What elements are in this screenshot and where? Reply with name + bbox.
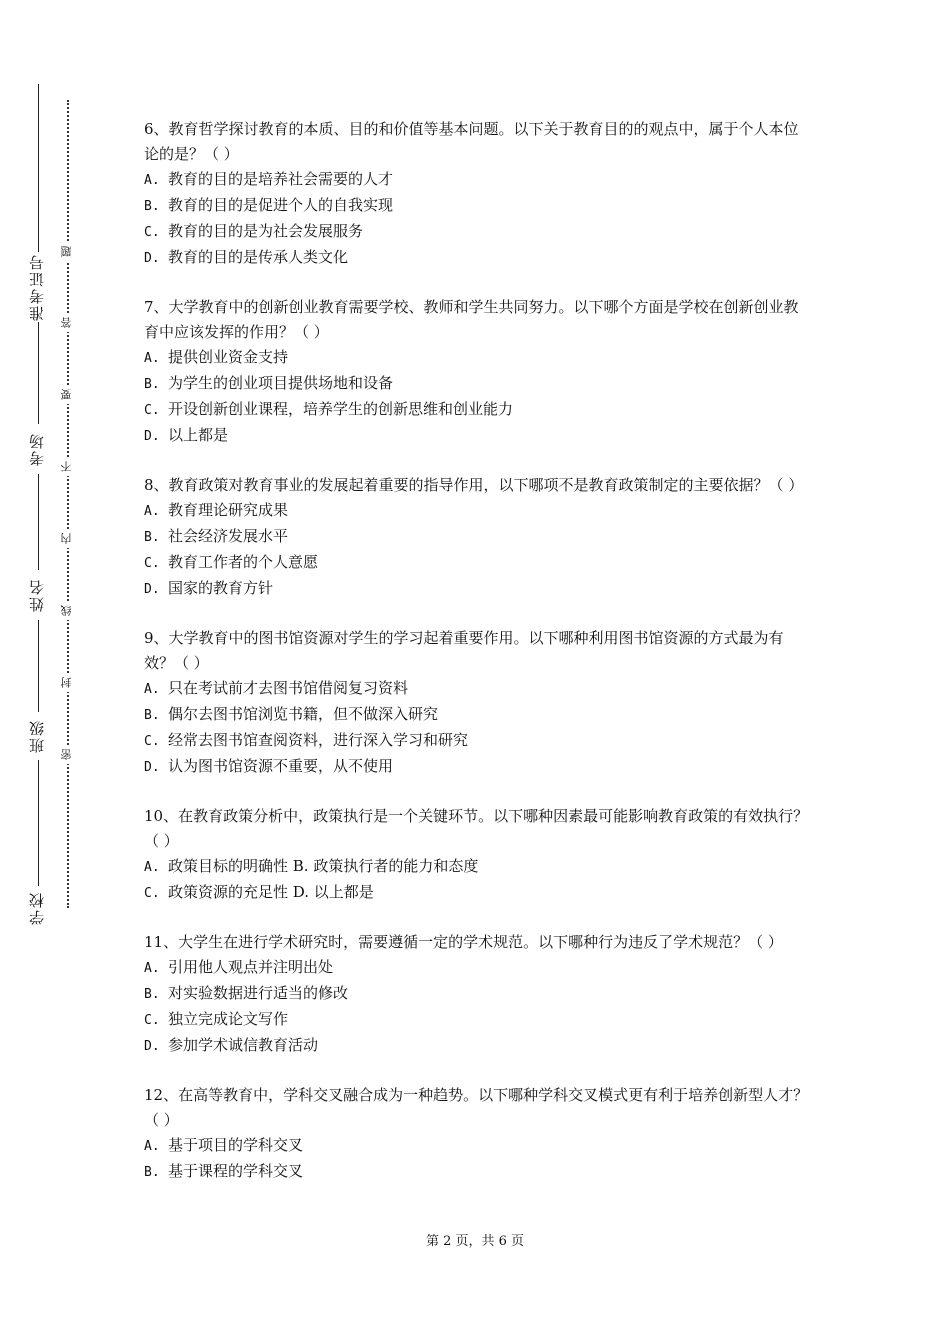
seal-char: 封	[58, 674, 76, 692]
question-8	[144, 473, 812, 602]
seal-char: 不	[58, 458, 76, 476]
field-label-school: 学校	[28, 891, 46, 925]
option-d: D. 国家的教育方针	[144, 579, 274, 597]
question-text: 12、在高等教育中，学科交叉融合成为一种趋势。以下哪种学科交叉模式更有利于培养创新型人才？（ ）	[144, 1086, 809, 1129]
option-b: B. 教育的目的是促进个人的自我实现	[144, 196, 394, 214]
option-a: A. 基于项目的学科交叉	[144, 1136, 304, 1154]
option-a: A. 教育的目的是培养社会需要的人才	[144, 170, 394, 188]
seal-char: 内	[58, 530, 76, 548]
seal-dotted-line	[67, 100, 69, 908]
option-a: A. 只在考试前才去图书馆借阅复习资料	[144, 679, 409, 697]
option-b: B. 为学生的创业项目提供场地和设备	[144, 374, 394, 392]
seal-char: 密	[58, 746, 76, 764]
question-11	[144, 930, 812, 1059]
question-text: 11、大学生在进行学术研究时，需要遵循一定的学术规范。以下哪种行为违反了学术规范？（ ）	[144, 933, 783, 951]
page-footer: 第 2 页，共 6 页	[425, 1234, 525, 1249]
option-c: C. 经常去图书馆查阅资料，进行深入学习和研究	[144, 731, 469, 749]
question-7	[144, 295, 812, 449]
fill-line	[38, 322, 39, 424]
question-10	[144, 804, 812, 906]
option-ab: A. 政策目标的明确性 B. 政策执行者的能力和态度	[144, 857, 479, 875]
option-b: B. 社会经济发展水平	[144, 527, 289, 545]
question-9	[144, 626, 812, 780]
question-text: 8、教育政策对教育事业的发展起着重要的指导作用，以下哪项不是教育政策制定的主要依据？（ ）	[144, 476, 804, 494]
option-b: B. 对实验数据进行适当的修改	[144, 984, 349, 1002]
seal-char: 要	[58, 386, 76, 404]
question-6	[144, 117, 812, 271]
option-d: D. 以上都是	[144, 426, 229, 444]
fill-line	[38, 760, 39, 886]
option-b: B. 偶尔去图书馆浏览书籍，但不做深入研究	[144, 705, 439, 723]
fill-line	[38, 474, 39, 570]
option-c: C. 开设创新创业课程，培养学生的创新思维和创业能力	[144, 400, 514, 418]
field-label-exam-number: 准考证号	[28, 253, 46, 321]
option-d: D. 教育的目的是传承人类文化	[144, 248, 349, 266]
field-label-class: 班级	[28, 719, 46, 753]
option-a: A. 引用他人观点并注明出处	[144, 958, 334, 976]
option-c: C. 教育的目的是为社会发展服务	[144, 222, 364, 240]
field-label-exam-room: 考场	[28, 432, 46, 466]
fill-line	[38, 620, 39, 712]
option-cd: C. 政策资源的充足性 D. 以上都是	[144, 883, 374, 901]
option-b: B. 基于课程的学科交叉	[144, 1162, 304, 1180]
question-list	[144, 117, 812, 1209]
fill-line	[38, 84, 39, 252]
binding-margin	[0, 0, 90, 1344]
option-a: A. 提供创业资金支持	[144, 348, 289, 366]
option-d: D. 参加学术诚信教育活动	[144, 1036, 319, 1054]
option-d: D. 认为图书馆资源不重要，从不使用	[144, 757, 394, 775]
option-c: C. 教育工作者的个人意愿	[144, 553, 319, 571]
seal-char: 线	[58, 602, 76, 620]
question-text: 6、教育哲学探讨教育的本质、目的和价值等基本问题。以下关于教育目的的观点中，属于个人本位论的是？（ ）	[144, 120, 799, 163]
seal-char: 题	[58, 243, 76, 261]
question-12	[144, 1083, 812, 1185]
field-label-name: 姓名	[28, 578, 46, 612]
option-a: A. 教育理论研究成果	[144, 501, 289, 519]
question-text: 10、在教育政策分析中，政策执行是一个关键环节。以下哪种因素最可能影响教育政策的有效执行？（ ）	[144, 807, 809, 850]
question-text: 9、大学教育中的图书馆资源对学生的学习起着重要作用。以下哪种利用图书馆资源的方式最为有效？（ ）	[144, 629, 784, 672]
seal-char: 答	[58, 314, 76, 332]
option-c: C. 独立完成论文写作	[144, 1010, 289, 1028]
question-text: 7、大学教育中的创新创业教育需要学校、教师和学生共同努力。以下哪个方面是学校在创新创业教育中应该发挥的作用？（ ）	[144, 298, 799, 341]
